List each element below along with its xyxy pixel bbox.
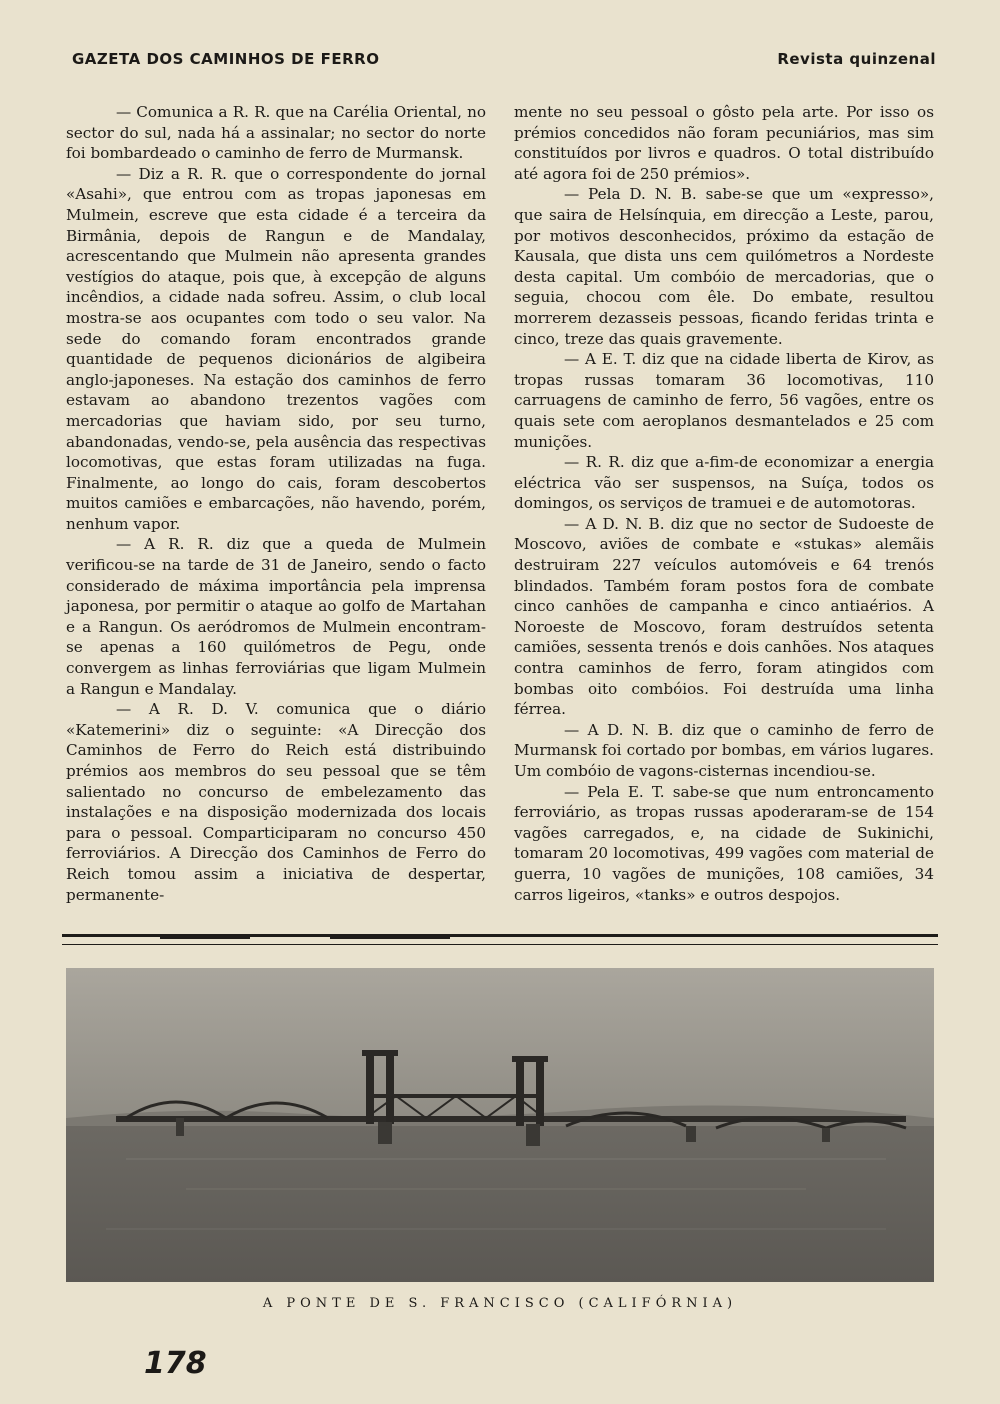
running-header (72, 48, 936, 72)
article-paragraph: — Diz a R. R. que o correspondente do jornal «Asahi», que entrou com as tropas japonesas em Mulmein, escreve que esta cidade é a terceira da Birmânia, depois de Rangun e de Mandalay, acrescentando que Mulmein não apresenta grandes vestígios do ataque, pois que, à excepção de alguns incêndios, a cidade nada sofreu. Assim, o club local mostra-se aos ocupantes com todo o seu valor. Na sede do comando foram encontrados grande quantidade de pequenos dicionários de algibeira anglo-japoneses. Na estação dos caminhos de ferro estavam ao abandono trezentos vagões com mercadorias que haviam sido, por seu turno, abandonadas, vendo-se, pela ausência das respectivas locomotivas, que estas foram utilizadas na fuga. Finalmente, ao longo do cais, foram descobertos muitos camiões e embarcações, não havendo, porém, nenhum vapor. (66, 164, 486, 533)
article-paragraph: — R. R. diz que a-fim-de economizar a energia eléctrica vão ser suspensos, na Suíça, todos os domingos, os serviços de tramuei e de automotoras. (514, 453, 934, 513)
page-number: 178 (144, 1346, 207, 1381)
article-paragraph: — A D. N. B. diz que no sector de Sudoeste de Moscovo, aviões de combate e «stukas» alemãis destruiram 227 veículos automóveis e 64 trenós blindados. Também foram postos fora de combate cinco canhões de campanha e cinco antiaérios. A Noroeste de Moscovo, foram destruídos setenta camiões, sessenta trenós e dois canhões. Nos ataques contra caminhos de ferro, foram atingidos com bombas oito combóios. Foi destruída uma linha férrea. (514, 514, 934, 719)
article-paragraph: — A D. N. B. diz que o caminho de ferro de Murmansk foi cortado por bombas, em vários lugares. Um combóio de vagons-cisternas incendiou-se. (514, 720, 934, 780)
article-paragraph: — Pela D. N. B. sabe-se que um «expresso», que saira de Helsínquia, em direcção a Leste, parou, por motivos desconhecidos, próximo da estação de Kausala, que dista uns cem quilómetros a Nordeste desta capital. Um combóio de mercadorias, que o seguia, chocou com êle. Do embate, resultou morrerem dezasseis pessoas, ficando feridas trinta e cinco, treze das quais gravemente. (514, 185, 934, 348)
bridge-photo-icon (66, 968, 934, 1282)
article-paragraph: — Comunica a R. R. que na Carélia Oriental, no sector do sul, nada há a assinalar; no sector do norte foi bombardeado o caminho de ferro de Murmansk. (66, 103, 486, 163)
right-column (514, 102, 934, 905)
publication-frequency: Revista quinzenal (777, 50, 936, 68)
article-paragraph: — A R. R. diz que a queda de Mulmein verificou-se na tarde de 31 de Janeiro, sendo o facto considerado de máxima importância pela imprensa japonesa, por permitir o ataque ao golfo de Martahan e a Rangun. Os aeródromos de Mulmein encontram-se apenas a 160 quilómetros de Pegu, onde convergem as linhas ferroviárias que ligam Mulmein a Rangun e Mandalay. (66, 535, 486, 698)
separator-rule-bottom (62, 944, 938, 945)
bridge-photo (66, 968, 934, 1282)
article-paragraph: — A E. T. diz que na cidade liberta de Kirov, as tropas russas tomaram 36 locomotivas, 110 carruagens de caminho de ferro, 56 vagões, entre os quais sete com aeroplanos desmantelados e 25 com munições. (514, 350, 934, 451)
left-column (66, 102, 486, 905)
article-paragraph-continued: mente no seu pessoal o gôsto pela arte. Por isso os prémios concedidos não foram pecuniários, mas sim constituídos por livros e quadros. O total distribuído até agora foi de 250 prémios». (514, 103, 934, 183)
article-paragraph: — A R. D. V. comunica que o diário «Katemerini» diz o seguinte: «A Direcção dos Caminhos de Ferro do Reich está distribuindo prémios aos membros do seu pessoal que se têm salientado no concurso de embelezamento das instalações e na disposição modernizada dos locais para o pessoal. Comparticiparam no concurso 450 ferroviários. A Direcção dos Caminhos de Ferro do Reich tomou assim a iniciativa de despertar, permanente- (66, 700, 486, 904)
separator-ornament (160, 934, 250, 939)
photo-caption: A PONTE DE S. FRANCISCO (CALIFÓRNIA) (262, 1296, 738, 1311)
publication-title: GAZETA DOS CAMINHOS DE FERRO (72, 50, 380, 68)
separator-ornament (330, 934, 450, 939)
article-paragraph: — Pela E. T. sabe-se que num entroncamento ferroviário, as tropas russas apoderaram-se de 154 vagões carregados, e, na cidade de Sukinichi, tomaram 20 locomotivas, 499 vagões com material de guerra, 10 vagões de munições, 108 camiões, 34 carros ligeiros, «tanks» e outros despojos. (514, 782, 934, 904)
